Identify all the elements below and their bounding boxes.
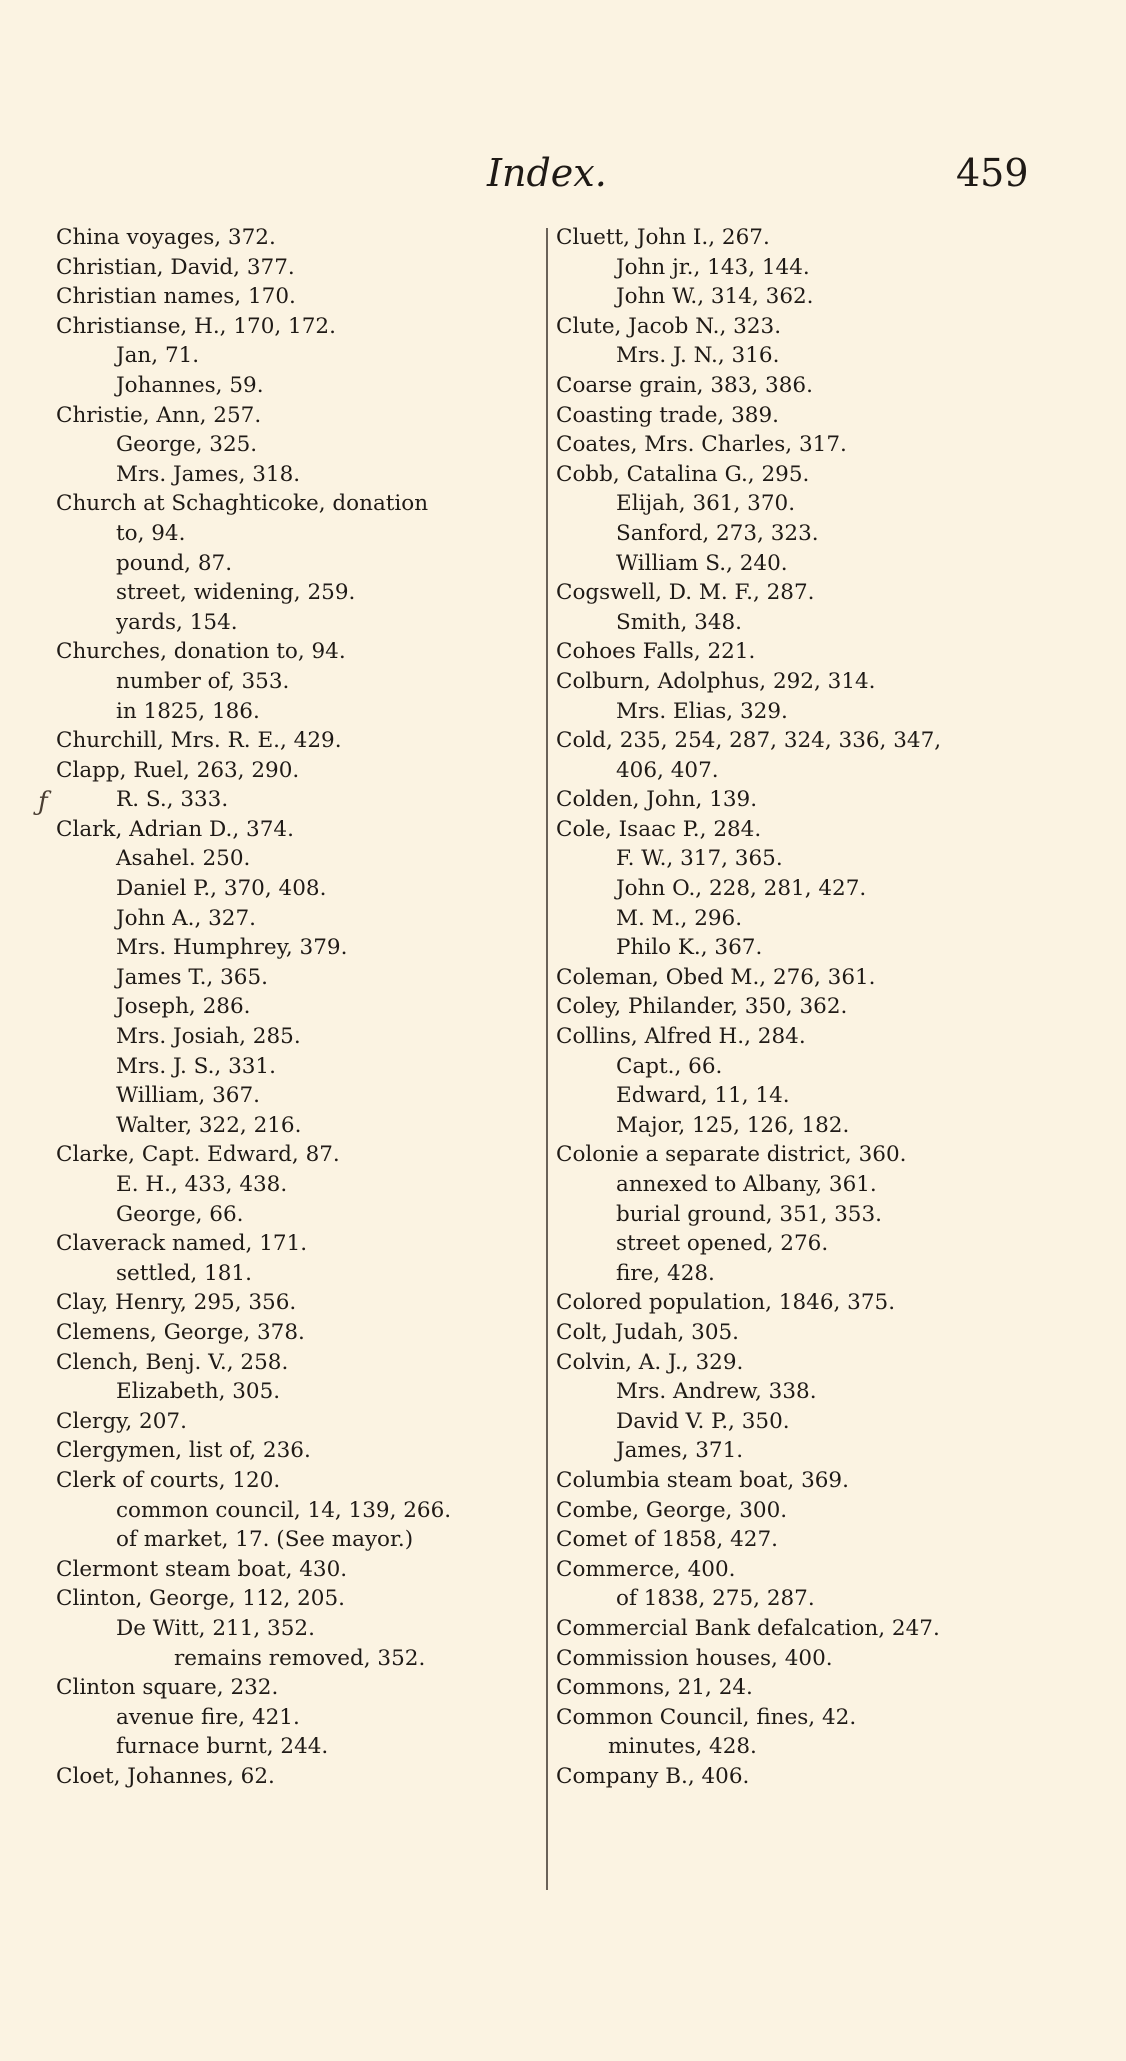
- index-entry: Colt, Judah, 305.: [556, 1319, 740, 1345]
- index-entry: Clinton, George, 112, 205.: [56, 1586, 346, 1612]
- index-subentry: common council, 14, 139, 266.: [116, 1497, 452, 1523]
- index-subentry: Walter, 322, 216.: [116, 1112, 302, 1138]
- index-entry: Clergy, 207.: [56, 1408, 187, 1434]
- index-entry: Commercial Bank defalcation, 247.: [556, 1615, 940, 1641]
- index-subentry: Mrs. Andrew, 338.: [616, 1379, 817, 1405]
- margin-pencil-mark: ƒ: [38, 787, 48, 817]
- index-entry: Colored population, 1846, 375.: [556, 1290, 896, 1316]
- index-entry: Commerce, 400.: [556, 1556, 736, 1582]
- index-entry: Commission houses, 400.: [556, 1645, 833, 1671]
- index-entry: Columbia steam boat, 369.: [556, 1467, 849, 1493]
- index-subentry: Johannes, 59.: [116, 372, 264, 398]
- index-entry: Collins, Alfred H., 284.: [556, 1024, 806, 1050]
- index-subentry: M. M., 296.: [616, 905, 743, 931]
- index-subentry: E. H., 433, 438.: [116, 1172, 288, 1197]
- index-subentry: Mrs. Humphrey, 379.: [116, 935, 348, 961]
- index-entry: Colburn, Adolphus, 292, 314.: [556, 668, 876, 694]
- index-entry: Cole, Isaac P., 284.: [556, 816, 762, 842]
- index-subentry: George, 66.: [116, 1201, 244, 1227]
- index-entry: Churches, donation to, 94.: [56, 639, 346, 665]
- index-subentry: in 1825, 186.: [116, 698, 260, 724]
- index-entry: Churchill, Mrs. R. E., 429.: [56, 728, 342, 754]
- index-subentry: fire, 428.: [616, 1260, 715, 1286]
- index-entry: Clark, Adrian D., 374.: [56, 816, 294, 842]
- index-entry: Clapp, Ruel, 263, 290.: [56, 757, 300, 783]
- index-subentry: furnace burnt, 244.: [116, 1734, 329, 1760]
- index-column-right: [556, 223, 1091, 1791]
- index-entry: Coasting trade, 389.: [556, 402, 779, 428]
- index-entry: Claverack named, 171.: [56, 1231, 308, 1257]
- index-subentry: Mrs. J. N., 316.: [616, 343, 780, 369]
- index-subentry: Capt., 66.: [616, 1053, 723, 1079]
- index-subentry: avenue fire, 421.: [116, 1704, 300, 1730]
- index-subentry: street, widening, 259.: [116, 580, 356, 606]
- index-entry: Cobb, Catalina G., 295.: [556, 461, 810, 487]
- index-subentry: street opened, 276.: [616, 1231, 829, 1257]
- index-subentry: of market, 17. (See mayor.): [116, 1527, 414, 1553]
- page-number: 459: [956, 151, 1029, 195]
- index-entry: Colvin, A. J., 329.: [556, 1349, 744, 1375]
- index-entry: Cloet, Johannes, 62.: [56, 1763, 275, 1789]
- index-subentry: annexed to Albany, 361.: [616, 1172, 877, 1197]
- index-subentry: John O., 228, 281, 427.: [616, 876, 867, 902]
- index-entry: Commons, 21, 24.: [556, 1675, 753, 1701]
- index-subentry: Elijah, 361, 370.: [616, 491, 796, 517]
- index-entry: Coley, Philander, 350, 362.: [556, 994, 848, 1020]
- index-entry: Clerk of courts, 120.: [56, 1467, 281, 1493]
- index-subentry: Mrs. Elias, 329.: [616, 698, 788, 724]
- index-entry: Clay, Henry, 295, 356.: [56, 1290, 297, 1316]
- index-entry: Clemens, George, 378.: [56, 1319, 305, 1345]
- index-subentry: John W., 314, 362.: [616, 284, 814, 310]
- index-subentry: James, 371.: [616, 1438, 744, 1464]
- index-subentry: Joseph, 286.: [116, 994, 251, 1020]
- index-subentry: Mrs. Josiah, 285.: [116, 1024, 301, 1050]
- index-entry: Colden, John, 139.: [556, 787, 758, 813]
- page-header: [0, 148, 1126, 198]
- index-subentry: Smith, 348.: [616, 609, 743, 635]
- index-subentry: John A., 327.: [116, 905, 256, 931]
- index-entry: Coarse grain, 383, 386.: [556, 372, 813, 398]
- index-subentry: George, 325.: [116, 432, 258, 458]
- index-entry: Church at Schaghticoke, donation: [56, 491, 429, 517]
- index-entry: Clinton square, 232.: [56, 1675, 279, 1701]
- index-entry: Combe, George, 300.: [556, 1497, 788, 1523]
- index-entry: Cold, 235, 254, 287, 324, 336, 347,: [556, 728, 942, 754]
- index-entry: Clench, Benj. V., 258.: [56, 1349, 289, 1375]
- index-subentry: Mrs. James, 318.: [116, 461, 301, 487]
- index-column-left: [56, 223, 546, 1791]
- index-subentry: pound, 87.: [116, 550, 233, 576]
- index-subentry: Mrs. J. S., 331.: [116, 1053, 276, 1079]
- column-divider: [546, 228, 548, 1890]
- index-subentry: yards, 154.: [116, 609, 238, 635]
- index-subentry: minutes, 428.: [608, 1734, 757, 1760]
- index-subentry: Edward, 11, 14.: [616, 1083, 790, 1109]
- index-subentry: David V. P., 350.: [616, 1408, 790, 1434]
- index-entry: Clergymen, list of, 236.: [56, 1438, 311, 1464]
- running-title: Index.: [487, 151, 607, 195]
- index-subentry: Major, 125, 126, 182.: [616, 1112, 850, 1138]
- index-subentry: Asahel. 250.: [116, 846, 251, 872]
- index-entry: Christian, David, 377.: [56, 254, 295, 280]
- index-subentry: remains removed, 352.: [174, 1645, 426, 1671]
- index-subentry: William S., 240.: [616, 550, 788, 576]
- index-subentry: of 1838, 275, 287.: [616, 1586, 815, 1612]
- index-entry: Christian names, 170.: [56, 284, 296, 310]
- index-subentry: to, 94.: [116, 520, 186, 546]
- index-subentry: Sanford, 273, 323.: [616, 520, 819, 546]
- index-subentry: Philo K., 367.: [616, 935, 763, 961]
- index-entry: Coleman, Obed M., 276, 361.: [556, 964, 876, 990]
- index-entry: Clarke, Capt. Edward, 87.: [56, 1142, 340, 1168]
- index-entry: China voyages, 372.: [56, 225, 276, 250]
- index-subentry: number of, 353.: [116, 668, 290, 694]
- index-subentry: F. W., 317, 365.: [616, 846, 783, 872]
- index-entry: Clute, Jacob N., 323.: [556, 313, 782, 339]
- index-entry: Company B., 406.: [556, 1763, 750, 1789]
- index-entry: Cluett, John I., 267.: [556, 225, 770, 250]
- index-entry: Cogswell, D. M. F., 287.: [556, 580, 815, 606]
- index-entry: Comet of 1858, 427.: [556, 1527, 778, 1553]
- index-entry: Coates, Mrs. Charles, 317.: [556, 432, 847, 458]
- index-subentry: John jr., 143, 144.: [616, 254, 810, 280]
- index-entry: Christianse, H., 170, 172.: [56, 313, 336, 339]
- index-entry: Clermont steam boat, 430.: [56, 1556, 348, 1582]
- index-subentry: De Witt, 211, 352.: [116, 1615, 315, 1641]
- index-subentry: Jan, 71.: [116, 343, 200, 369]
- index-subentry: R. S., 333.: [116, 787, 229, 813]
- index-subentry: settled, 181.: [116, 1260, 252, 1286]
- index-subentry: Elizabeth, 305.: [116, 1379, 281, 1405]
- index-entry: Colonie a separate district, 360.: [556, 1142, 907, 1168]
- index-subentry: Daniel P., 370, 408.: [116, 876, 327, 902]
- index-subentry: burial ground, 351, 353.: [616, 1201, 882, 1227]
- index-entry: Christie, Ann, 257.: [56, 402, 262, 428]
- index-subentry: William, 367.: [116, 1083, 260, 1109]
- index-entry: Cohoes Falls, 221.: [556, 639, 756, 665]
- index-entry: Common Council, fines, 42.: [556, 1704, 857, 1730]
- index-subentry: James T., 365.: [116, 964, 268, 990]
- index-subentry: 406, 407.: [616, 757, 719, 783]
